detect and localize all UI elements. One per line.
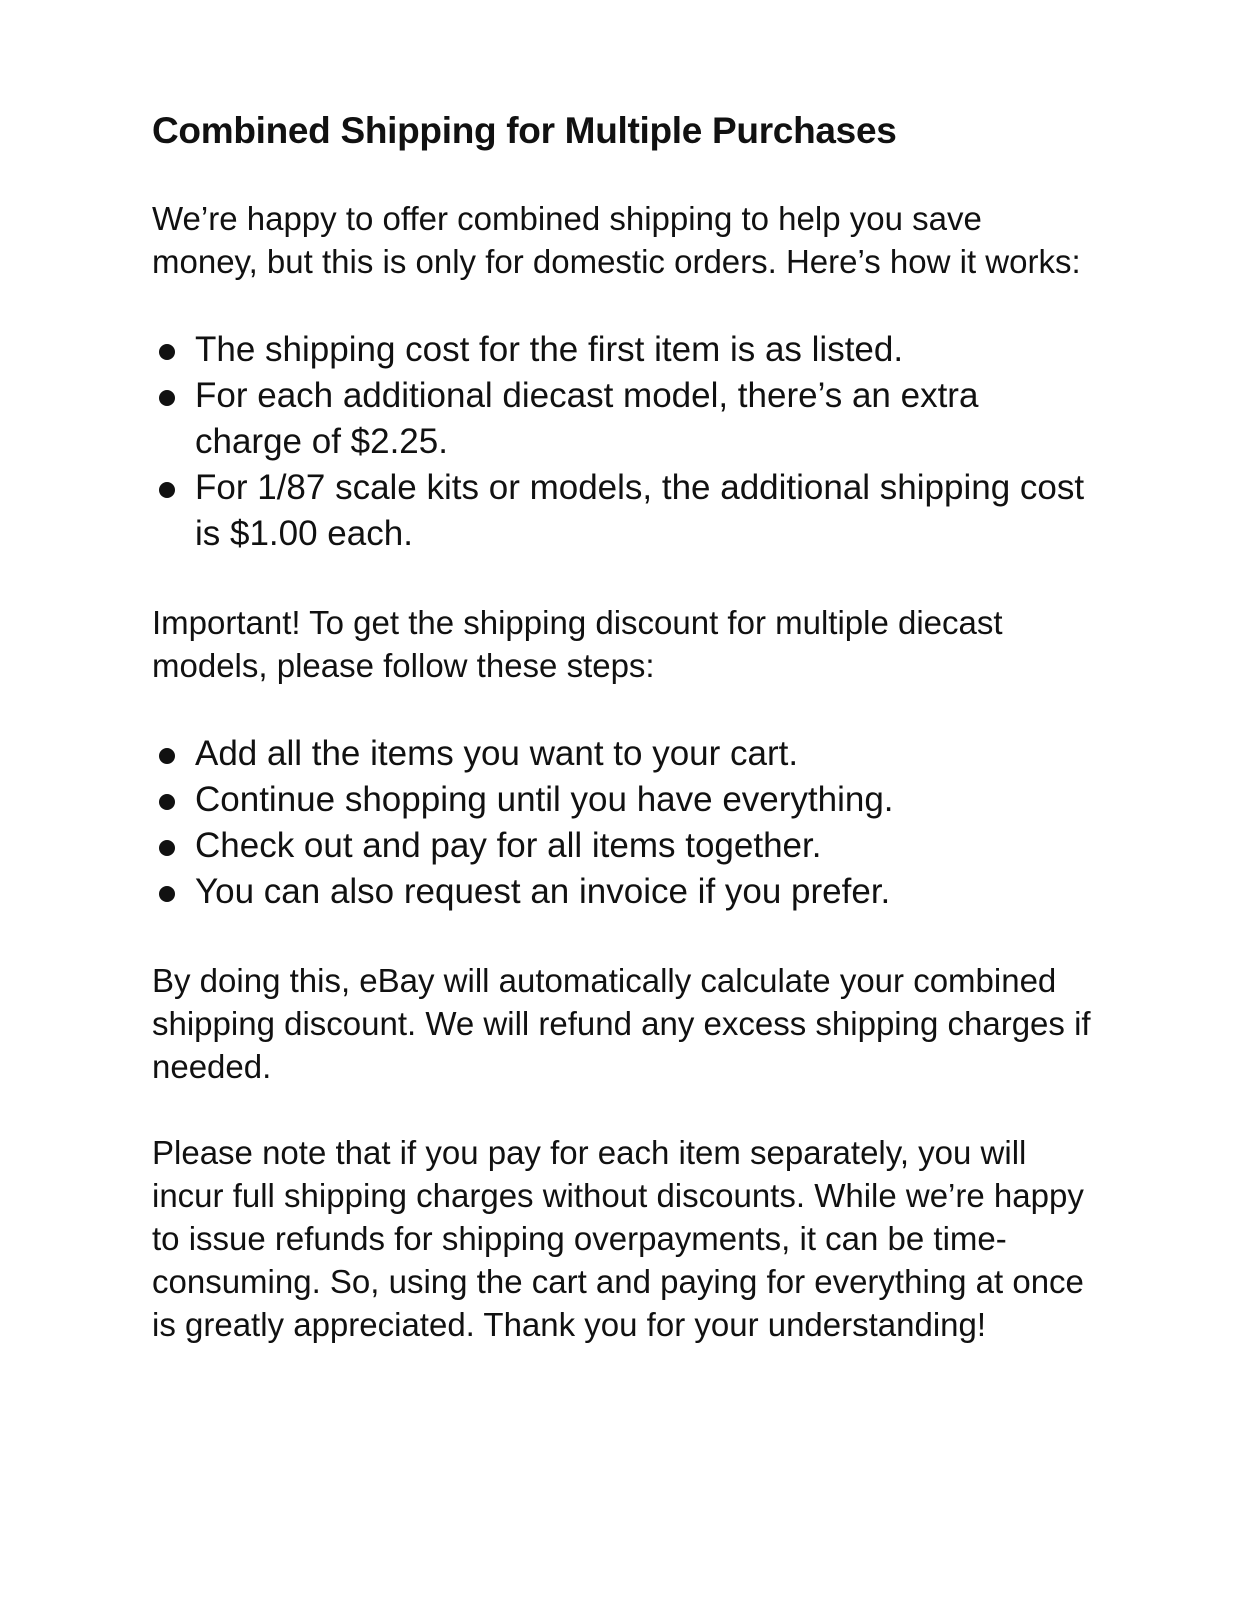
list-item-text: The shipping cost for the first item is as listed. xyxy=(195,330,904,369)
list-item xyxy=(152,823,1092,869)
list-item xyxy=(152,327,1092,373)
list-item-text: You can also request an invoice if you prefer. xyxy=(195,872,891,911)
bullet-icon xyxy=(159,886,175,902)
bullet-icon xyxy=(159,344,175,360)
page-title: Combined Shipping for Multiple Purchases xyxy=(152,110,897,151)
list-item xyxy=(152,869,1092,915)
list-item xyxy=(152,465,1092,557)
important-paragraph: Important! To get the shipping discount for multiple diecast models, please follow these steps: xyxy=(152,604,1003,684)
outcome-paragraph: By doing this, eBay will automatically calculate your combined shipping discount. We will refund any excess shipping charges if needed. xyxy=(152,962,1091,1085)
closing-paragraph: Please note that if you pay for each item separately, you will incur full shipping charges without discounts. While we’re happy to issue refunds for shipping overpayments, it can be time-consuming. So, using the cart and paying for everything at once is greatly appreciated. Thank you for your understanding! xyxy=(152,1134,1084,1343)
steps-list xyxy=(152,731,1092,915)
list-item-text: Add all the items you want to your cart. xyxy=(195,734,799,773)
list-item-text: Continue shopping until you have everything. xyxy=(195,780,894,819)
bullet-icon xyxy=(159,482,175,498)
list-item xyxy=(152,373,1092,465)
pricing-rules-list xyxy=(152,327,1092,557)
intro-paragraph: We’re happy to offer combined shipping to help you save money, but this is only for domestic orders. Here’s how it works: xyxy=(152,200,1081,280)
list-item xyxy=(152,777,1092,823)
list-item-text: Check out and pay for all items together. xyxy=(195,826,822,865)
bullet-icon xyxy=(159,794,175,810)
list-item xyxy=(152,731,1092,777)
list-item-text: For each additional diecast model, there’s an extra charge of $2.25. xyxy=(195,376,979,461)
list-item-text: For 1/87 scale kits or models, the additional shipping cost is $1.00 each. xyxy=(195,468,1085,553)
bullet-icon xyxy=(159,840,175,856)
bullet-icon xyxy=(159,748,175,764)
bullet-icon xyxy=(159,390,175,406)
shipping-policy-document xyxy=(152,108,1092,1346)
